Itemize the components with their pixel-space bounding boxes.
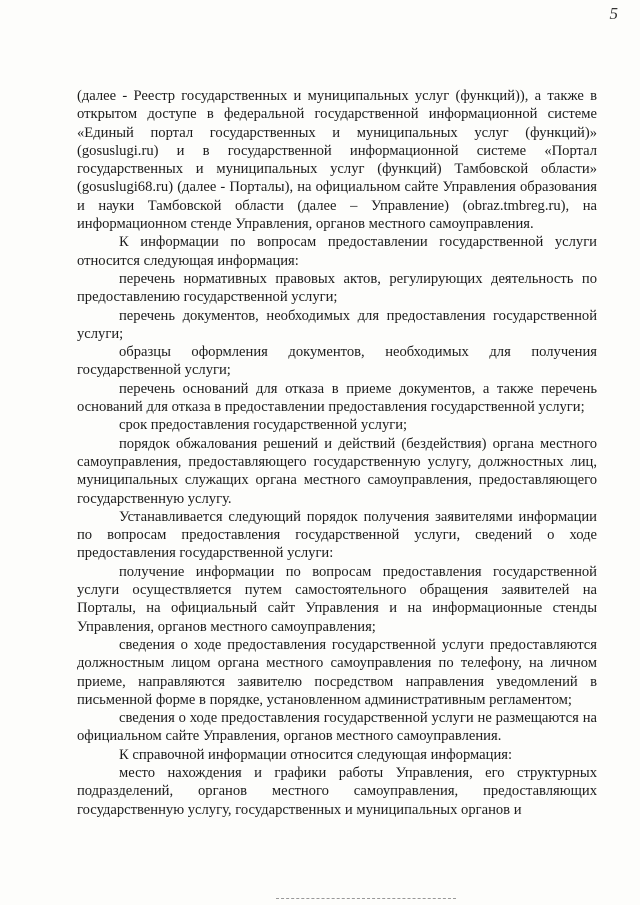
list-item: срок предоставления государственной услуги;: [119, 417, 408, 434]
list-item: образцы оформления документов, необходимых для получения государственной услуги;: [77, 344, 597, 379]
page-number: 5: [609, 4, 618, 23]
list-item: сведения о ходе предоставления государственной услуги предоставляются должностным лицом органа местного самоуправления по телефону, на личном приеме, направляются заявителю посредством направления уведомлений в письменной форме в порядке, установленном административным регламентом;: [77, 636, 597, 708]
list-item: получение информации по вопросам предоставления государственной услуги осуществляется путем самостоятельного обращения заявителей на Порталы, на официальный сайт Управления и на информационные стенды Управления, органов местного самоуправления;: [77, 563, 597, 635]
paragraph: К информации по вопросам предоставлении государственной услуги относится следующая информация:: [77, 234, 597, 269]
list-item: сведения о ходе предоставления государственной услуги не размещаются на официальном сайте Управления, органов местного самоуправления.: [77, 710, 597, 745]
list-item: перечень оснований для отказа в приеме документов, а также перечень оснований для отказа в предоставлении предоставления государственной услуги;: [77, 380, 597, 416]
list-item: порядок обжалования решений и действий (бездействия) органа местного самоуправления, предоставляющего государственную услугу, должностных лиц, муниципальных служащих органа местного самоуправления, предоставляющего государственную услугу.: [77, 435, 597, 507]
document-body: [77, 87, 597, 819]
paragraph: (далее - Реестр государственных и муниципальных услуг (функций)), а также в открытом доступе в федеральной государственной информационной системе «Единый портал государственных и муниципальных услуг (функций)» (gosuslugi.ru) и в государственной информационной системе «Портал государственных и муниципальных услуг (функций) Тамбовской области» (gosuslugi68.ru) (далее - Порталы), на официальном сайте Управления образования и науки Тамбовской области (далее – Управление) (obraz.tmbreg.ru), на информационном стенде Управления, органов местного самоуправления.: [77, 88, 597, 233]
list-item: место нахождения и графики работы Управления, его структурных подразделений, органов местного самоуправления, предоставляющих государственную услугу, государственных и муниципальных органов и: [77, 764, 597, 818]
paragraph: К справочной информации относится следующая информация:: [119, 746, 513, 763]
footer-divider: [276, 898, 456, 899]
list-item: перечень документов, необходимых для предоставления государственной услуги;: [77, 307, 597, 342]
list-item: перечень нормативных правовых актов, регулирующих деятельность по предоставлению государственной услуги;: [77, 270, 597, 306]
paragraph: Устанавливается следующий порядок получения заявителями информации по вопросам предоставления государственной услуги, сведений о ходе предоставления государственной услуги:: [77, 508, 597, 562]
